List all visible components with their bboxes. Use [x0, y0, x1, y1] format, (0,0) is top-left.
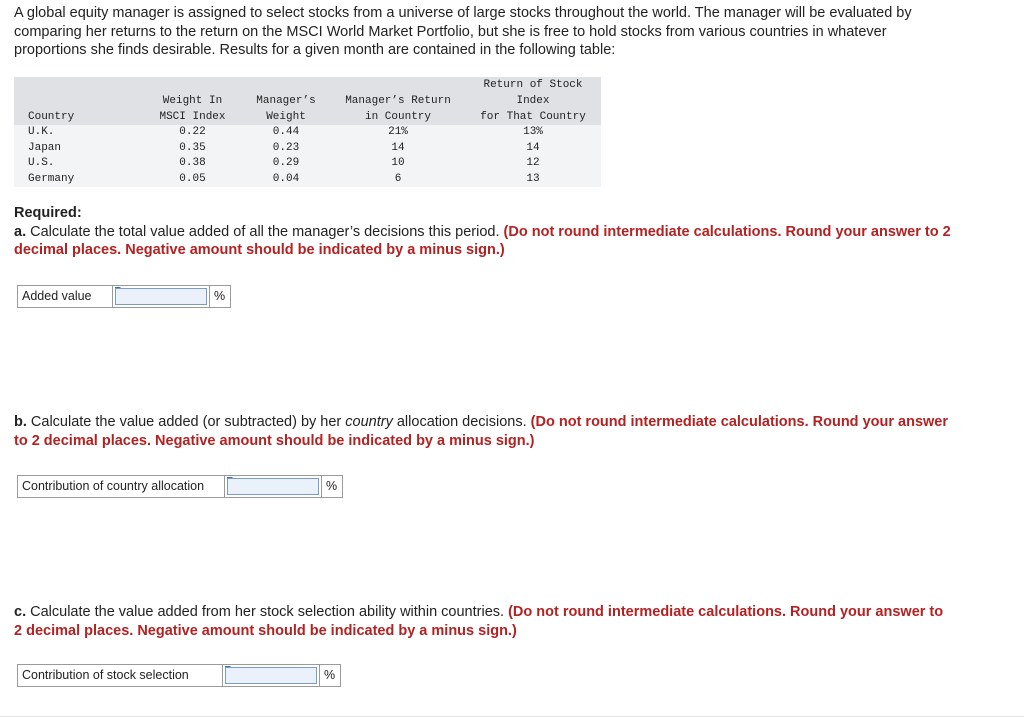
- cell-country: U.S.: [28, 157, 55, 169]
- problem-intro: A global equity manager is assigned to select stocks from a universe of large stocks throughout the world. The manager will be evaluated by comparing her returns to the return on the MSCI World Market Portfolio, but she is free to hold stocks from various countries in whatever proportions she finds desirable. Results for a given month are contained in the following table:: [14, 5, 912, 58]
- table-row: [14, 141, 601, 157]
- cell-managers-weight: 0.04: [272, 172, 300, 185]
- cell-index-return: 12: [526, 157, 540, 169]
- stock-selection-label: Contribution of stock selection: [18, 665, 223, 686]
- question-b: [14, 413, 954, 450]
- header-managers-return: Manager’s Return in Country: [345, 95, 451, 123]
- stock-selection-input-wrap: [223, 665, 320, 686]
- table-row: [14, 172, 601, 188]
- country-allocation-label: Contribution of country allocation: [18, 476, 225, 497]
- answer-row-c: [17, 664, 341, 687]
- percent-unit: %: [214, 289, 226, 303]
- cell-managers-return: 14: [391, 141, 405, 154]
- bottom-divider: [0, 716, 1024, 717]
- header-managers-weight: Manager’s Weight: [256, 95, 316, 123]
- answer-row-b: [17, 475, 343, 498]
- cell-weight-index: 0.05: [179, 172, 206, 185]
- question-b-text-before: Calculate the value added (or subtracted) by her: [26, 414, 346, 430]
- stock-selection-input[interactable]: [225, 667, 317, 684]
- header-country: Country: [28, 111, 75, 123]
- added-value-input[interactable]: [115, 288, 207, 305]
- cell-managers-return: 21%: [388, 126, 408, 138]
- cell-country: Germany: [28, 172, 75, 185]
- question-b-label: b.: [14, 414, 27, 430]
- cell-weight-index: 0.35: [179, 141, 206, 154]
- cell-managers-return: 6: [394, 172, 402, 185]
- question-c-text: Calculate the value added from her stock selection ability within countries.: [26, 604, 509, 620]
- cell-managers-weight: 0.44: [272, 126, 300, 138]
- question-a: [14, 204, 954, 260]
- question-b-instruction: (Do not round intermediate calculations. Round your answer to 2 decimal places. Negative amount should be indicated by a minus sign.): [14, 414, 948, 449]
- question-c-label: c.: [14, 604, 27, 620]
- country-allocation-input-wrap: [225, 476, 322, 497]
- cell-country: Japan: [28, 141, 62, 154]
- percent-unit: %: [326, 479, 338, 493]
- cell-index-return: 13: [526, 172, 540, 185]
- question-a-text: Calculate the total value added of all the manager’s decisions this period.: [26, 223, 504, 240]
- required-heading: Required:: [14, 205, 82, 221]
- percent-unit: %: [324, 668, 336, 682]
- cell-weight-index: 0.22: [179, 126, 206, 138]
- cell-managers-return: 10: [391, 157, 405, 169]
- added-value-input-wrap: [113, 286, 210, 307]
- question-a-instruction: (Do not round intermediate calculations. Round your answer to 2 decimal places. Negative amount should be indicated by a minus sign.): [14, 223, 951, 258]
- cell-managers-weight: 0.23: [272, 141, 300, 154]
- question-b-text-after: allocation decisions.: [392, 414, 531, 430]
- cell-managers-weight: 0.29: [272, 157, 300, 169]
- cell-country: U.K.: [28, 126, 55, 138]
- results-table: [14, 77, 601, 187]
- answer-row-a: [17, 285, 231, 308]
- question-c-instruction: (Do not round intermediate calculations. Round your answer to 2 decimal places. Negative amount should be indicated by a minus sign.): [14, 604, 944, 639]
- header-index-return: Return of Stock Index for That Country: [480, 79, 586, 123]
- country-allocation-input[interactable]: [227, 478, 319, 495]
- cell-index-return: 14: [526, 141, 540, 154]
- table-row: [14, 125, 601, 141]
- cell-weight-index: 0.38: [179, 157, 206, 169]
- question-b-text-italic: country: [345, 414, 393, 430]
- cell-index-return: 13%: [523, 126, 543, 138]
- question-c: [14, 603, 954, 640]
- table-header-row: [14, 77, 601, 125]
- table-row: [14, 156, 601, 172]
- added-value-label: Added value: [18, 286, 113, 307]
- header-weight-index: Weight In MSCI Index: [159, 95, 226, 123]
- question-a-label: a.: [14, 223, 27, 240]
